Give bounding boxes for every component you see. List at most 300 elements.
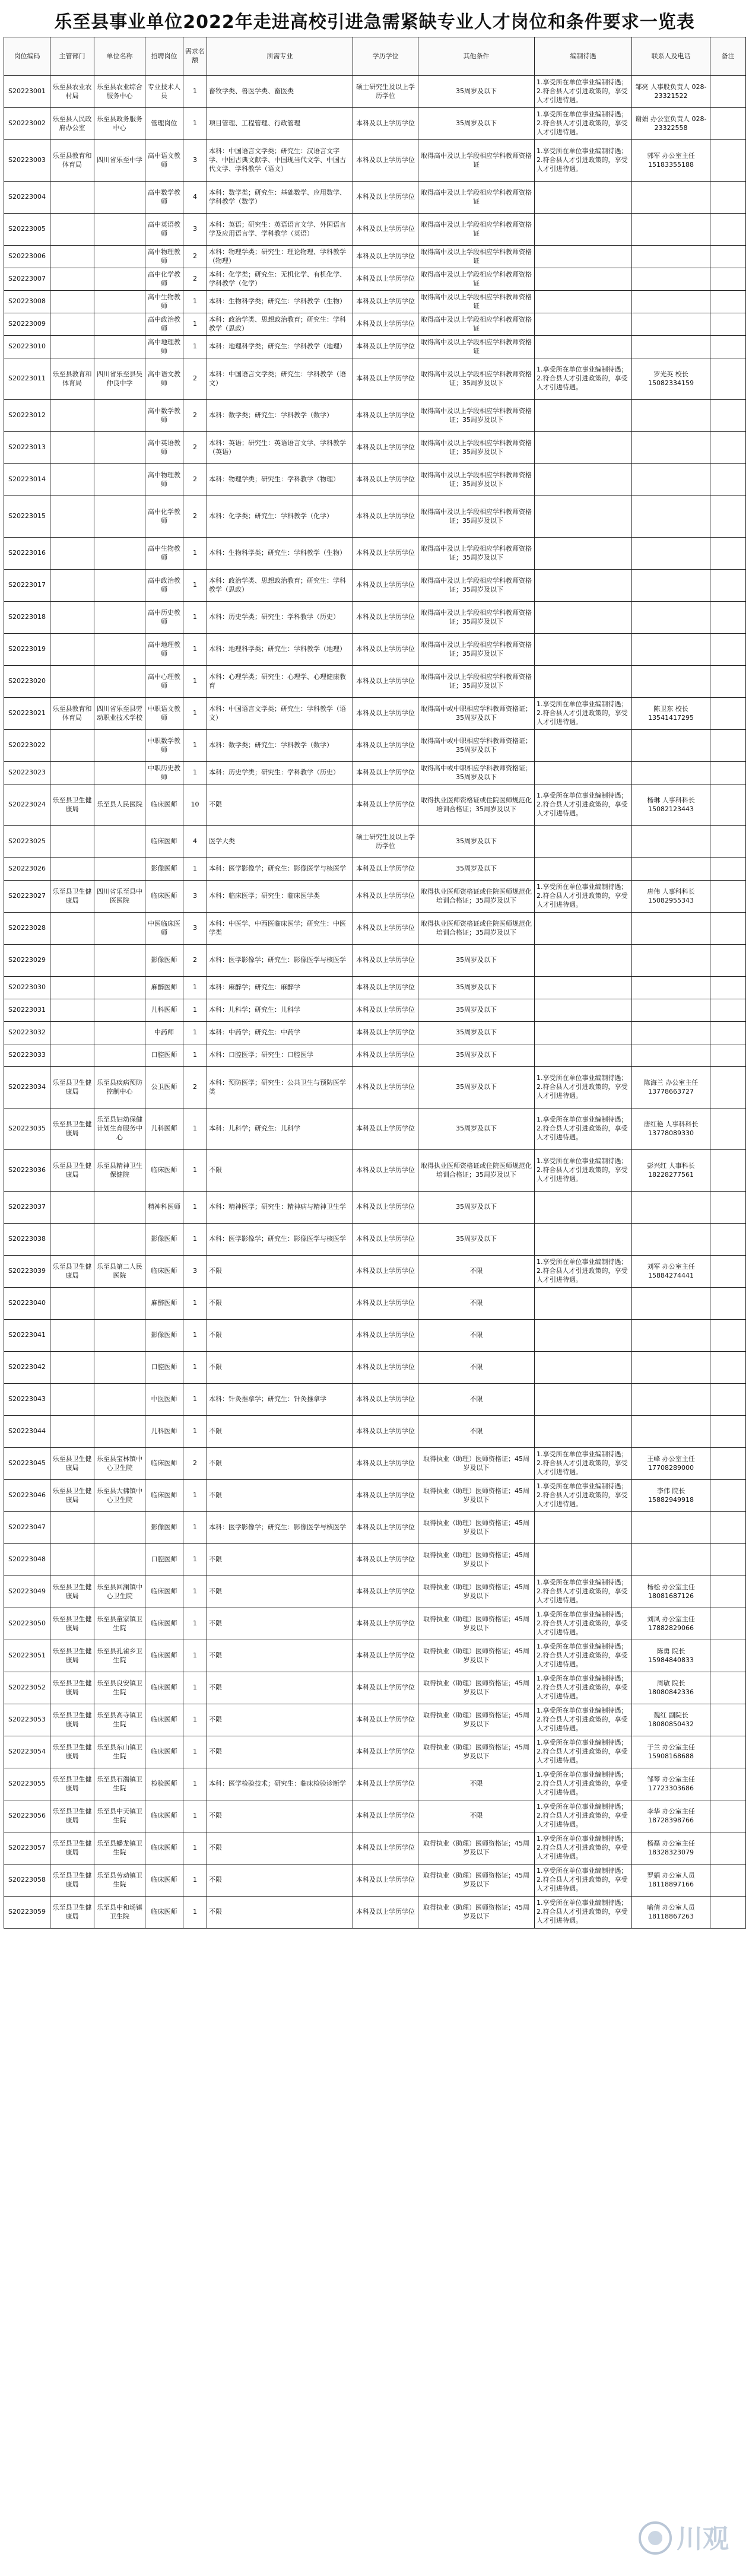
cell-unit-name: 四川省乐至县中医医院 — [94, 881, 145, 913]
cell-position: 高中英语教师 — [145, 214, 183, 246]
cell-major: 本科：医学影像学；研究生：影像医学与核医学 — [207, 1224, 353, 1256]
table-row — [4, 108, 746, 140]
cell-benefits: 1.享受所在单位事业编制待遇；2.符合县人才引进政策的，享受人才引进待遇。 — [535, 140, 632, 182]
cell-post-code: S20223054 — [4, 1736, 50, 1768]
cell-department — [50, 1192, 94, 1224]
cell-department — [50, 826, 94, 858]
cell-other-conditions: 取得执业医师资格证或住院医师规范化培训合格证；35周岁及以下 — [418, 1150, 535, 1192]
cell-post-code: S20223036 — [4, 1150, 50, 1192]
cell-department — [50, 666, 94, 698]
cell-benefits: 1.享受所在单位事业编制待遇；2.符合县人才引进政策的，享受人才引进待遇。 — [535, 1608, 632, 1640]
cell-benefits — [535, 570, 632, 602]
cell-position: 影像医师 — [145, 858, 183, 881]
cell-position: 临床医师 — [145, 1704, 183, 1736]
cell-unit-name — [94, 538, 145, 570]
cell-major: 不限 — [207, 1256, 353, 1288]
table-row — [4, 1150, 746, 1192]
cell-major: 本科：中国语言文学类；研究生：学科教学（语文） — [207, 358, 353, 400]
cell-position: 临床医师 — [145, 826, 183, 858]
cell-other-conditions: 不限 — [418, 1800, 535, 1832]
cell-quota: 2 — [183, 358, 207, 400]
cell-position: 口腔医师 — [145, 1544, 183, 1576]
cell-major: 不限 — [207, 1640, 353, 1672]
cell-department: 乐至县卫生健康局 — [50, 1672, 94, 1704]
cell-remarks — [710, 1512, 746, 1544]
cell-position: 精神科医师 — [145, 1192, 183, 1224]
cell-benefits: 1.享受所在单位事业编制待遇；2.符合县人才引进政策的，享受人才引进待遇。 — [535, 358, 632, 400]
cell-other-conditions: 取得执业（助理）医师资格证；45周岁及以下 — [418, 1832, 535, 1864]
cell-post-code: S20223053 — [4, 1704, 50, 1736]
cell-other-conditions: 取得执业（助理）医师资格证；45周岁及以下 — [418, 1576, 535, 1608]
column-header: 联系人及电话 — [632, 37, 710, 76]
cell-benefits — [535, 313, 632, 336]
cell-contact: 李伟 院长 15882949918 — [632, 1480, 710, 1512]
table-row — [4, 1576, 746, 1608]
cell-benefits — [535, 246, 632, 268]
cell-quota: 1 — [183, 999, 207, 1022]
cell-education: 本科及以上学历学位 — [353, 762, 418, 784]
cell-benefits — [535, 977, 632, 999]
cell-quota: 2 — [183, 268, 207, 291]
cell-major: 本科：医学影像学；研究生：影像医学与核医学 — [207, 1512, 353, 1544]
cell-position: 高中物理教师 — [145, 246, 183, 268]
cell-remarks — [710, 214, 746, 246]
cell-other-conditions: 35周岁及以下 — [418, 1108, 535, 1150]
cell-quota: 1 — [183, 1576, 207, 1608]
cell-benefits — [535, 762, 632, 784]
table-row — [4, 602, 746, 634]
cell-contact — [632, 913, 710, 945]
cell-post-code: S20223046 — [4, 1480, 50, 1512]
cell-unit-name — [94, 268, 145, 291]
cell-quota: 10 — [183, 784, 207, 826]
cell-department — [50, 1512, 94, 1544]
cell-other-conditions: 35周岁及以下 — [418, 1224, 535, 1256]
cell-other-conditions: 取得高中及以上学段相应学科教师资格证；35周岁及以下 — [418, 464, 535, 496]
cell-contact — [632, 1288, 710, 1320]
cell-benefits — [535, 858, 632, 881]
cell-major: 本科：医学检验技术；研究生：临床检验诊断学 — [207, 1768, 353, 1800]
cell-unit-name — [94, 858, 145, 881]
cell-major: 本科：儿科学；研究生：儿科学 — [207, 1108, 353, 1150]
cell-benefits: 1.享受所在单位事业编制待遇；2.符合县人才引进政策的，享受人才引进待遇。 — [535, 1480, 632, 1512]
cell-contact — [632, 977, 710, 999]
cell-remarks — [710, 826, 746, 858]
cell-unit-name — [94, 999, 145, 1022]
cell-major: 不限 — [207, 1608, 353, 1640]
cell-quota: 1 — [183, 977, 207, 999]
table-row — [4, 784, 746, 826]
cell-benefits — [535, 496, 632, 538]
cell-major: 不限 — [207, 1448, 353, 1480]
table-row — [4, 291, 746, 313]
cell-quota: 1 — [183, 336, 207, 358]
cell-post-code: S20223023 — [4, 762, 50, 784]
column-header: 需求名额 — [183, 37, 207, 76]
cell-position: 中医临床医师 — [145, 913, 183, 945]
cell-post-code: S20223001 — [4, 76, 50, 108]
cell-post-code: S20223003 — [4, 140, 50, 182]
cell-post-code: S20223007 — [4, 268, 50, 291]
column-header: 主管部门 — [50, 37, 94, 76]
cell-position: 麻醉医师 — [145, 977, 183, 999]
cell-unit-name — [94, 913, 145, 945]
watermark-text: 川观 — [677, 2524, 729, 2554]
cell-position: 高中生物教师 — [145, 538, 183, 570]
cell-major: 本科：精神医学；研究生：精神病与精神卫生学 — [207, 1192, 353, 1224]
cell-quota: 1 — [183, 1022, 207, 1044]
cell-department: 乐至县教育和体育局 — [50, 358, 94, 400]
cell-remarks — [710, 977, 746, 999]
cell-department — [50, 762, 94, 784]
cell-department — [50, 246, 94, 268]
cell-position: 临床医师 — [145, 1897, 183, 1929]
cell-post-code: S20223014 — [4, 464, 50, 496]
cell-department: 乐至县卫生健康局 — [50, 784, 94, 826]
cell-contact — [632, 336, 710, 358]
table-row — [4, 999, 746, 1022]
cell-benefits: 1.享受所在单位事业编制待遇；2.符合县人才引进政策的，享受人才引进待遇。 — [535, 1256, 632, 1288]
cell-position: 公卫医师 — [145, 1067, 183, 1108]
cell-remarks — [710, 762, 746, 784]
cell-contact — [632, 432, 710, 464]
cell-remarks — [710, 1022, 746, 1044]
cell-education: 本科及以上学历学位 — [353, 1192, 418, 1224]
cell-other-conditions: 取得高中及以上学段相应学科教师资格证 — [418, 313, 535, 336]
cell-other-conditions: 取得高中及以上学段相应学科教师资格证 — [418, 182, 535, 214]
cell-unit-name: 乐至县农业综合服务中心 — [94, 76, 145, 108]
cell-remarks — [710, 108, 746, 140]
cell-other-conditions: 35周岁及以下 — [418, 1044, 535, 1067]
cell-benefits: 1.享受所在单位事业编制待遇；2.符合县人才引进政策的，享受人才引进待遇。 — [535, 1736, 632, 1768]
cell-remarks — [710, 666, 746, 698]
cell-position: 儿科医师 — [145, 1416, 183, 1448]
cell-contact — [632, 182, 710, 214]
cell-benefits: 1.享受所在单位事业编制待遇；2.符合县人才引进政策的，享受人才引进待遇。 — [535, 1864, 632, 1897]
cell-other-conditions: 取得执业（助理）医师资格证；45周岁及以下 — [418, 1864, 535, 1897]
cell-education: 本科及以上学历学位 — [353, 1576, 418, 1608]
cell-position: 麻醉医师 — [145, 1288, 183, 1320]
cell-other-conditions: 35周岁及以下 — [418, 1192, 535, 1224]
cell-major: 本科：历史学类；研究生：学科教学（历史） — [207, 602, 353, 634]
cell-department: 乐至县卫生健康局 — [50, 1864, 94, 1897]
cell-unit-name: 乐至县劳动镇卫生院 — [94, 1864, 145, 1897]
table-row — [4, 246, 746, 268]
cell-post-code: S20223044 — [4, 1416, 50, 1448]
cell-education: 本科及以上学历学位 — [353, 140, 418, 182]
cell-other-conditions: 取得执业（助理）医师资格证；45周岁及以下 — [418, 1704, 535, 1736]
cell-contact — [632, 1384, 710, 1416]
cell-contact — [632, 1044, 710, 1067]
cell-remarks — [710, 291, 746, 313]
cell-remarks — [710, 1672, 746, 1704]
cell-contact: 邹亮 人事股负责人 028-23321522 — [632, 76, 710, 108]
table-row — [4, 858, 746, 881]
cell-remarks — [710, 913, 746, 945]
cell-other-conditions: 35周岁及以下 — [418, 1067, 535, 1108]
table-row — [4, 400, 746, 432]
cell-post-code: S20223030 — [4, 977, 50, 999]
recruitment-table — [4, 37, 746, 1929]
cell-unit-name — [94, 246, 145, 268]
cell-quota: 1 — [183, 1150, 207, 1192]
cell-unit-name — [94, 826, 145, 858]
cell-unit-name — [94, 214, 145, 246]
cell-unit-name: 乐至县童家镇卫生院 — [94, 1608, 145, 1640]
cell-department — [50, 496, 94, 538]
cell-other-conditions: 取得高中及以上学段相应学科教师资格证；35周岁及以下 — [418, 602, 535, 634]
cell-unit-name — [94, 1224, 145, 1256]
cell-major: 本科：中药学；研究生：中药学 — [207, 1022, 353, 1044]
cell-other-conditions: 取得执业（助理）医师资格证；45周岁及以下 — [418, 1544, 535, 1576]
cell-unit-name: 乐至县中和场镇卫生院 — [94, 1897, 145, 1929]
cell-position: 临床医师 — [145, 1800, 183, 1832]
table-row — [4, 945, 746, 977]
cell-contact — [632, 1022, 710, 1044]
cell-benefits — [535, 464, 632, 496]
cell-education: 本科及以上学历学位 — [353, 881, 418, 913]
cell-department — [50, 400, 94, 432]
cell-post-code: S20223017 — [4, 570, 50, 602]
cell-benefits: 1.享受所在单位事业编制待遇；2.符合县人才引进政策的，享受人才引进待遇。 — [535, 1576, 632, 1608]
cell-position: 临床医师 — [145, 784, 183, 826]
cell-major: 不限 — [207, 1416, 353, 1448]
cell-education: 本科及以上学历学位 — [353, 858, 418, 881]
table-row — [4, 1480, 746, 1512]
cell-department — [50, 977, 94, 999]
cell-department: 乐至县卫生健康局 — [50, 1736, 94, 1768]
cell-unit-name — [94, 464, 145, 496]
cell-benefits: 1.享受所在单位事业编制待遇；2.符合县人才引进政策的，享受人才引进待遇。 — [535, 76, 632, 108]
cell-unit-name: 乐至县大佛镇中心卫生院 — [94, 1480, 145, 1512]
cell-major: 本科：中医学、中西医临床医学；研究生：中医学类 — [207, 913, 353, 945]
cell-contact: 杨磊 办公室主任 18328323079 — [632, 1832, 710, 1864]
cell-contact — [632, 1544, 710, 1576]
table-row — [4, 1704, 746, 1736]
cell-contact — [632, 945, 710, 977]
cell-post-code: S20223027 — [4, 881, 50, 913]
cell-quota: 1 — [183, 1736, 207, 1768]
cell-education: 本科及以上学历学位 — [353, 1864, 418, 1897]
cell-contact: 唐伟 人事科科长 15082955343 — [632, 881, 710, 913]
cell-remarks — [710, 1480, 746, 1512]
cell-department — [50, 1044, 94, 1067]
cell-post-code: S20223041 — [4, 1320, 50, 1352]
cell-other-conditions: 取得高中及以上学段相应学科教师资格证；35周岁及以下 — [418, 570, 535, 602]
cell-contact — [632, 730, 710, 762]
cell-remarks — [710, 336, 746, 358]
cell-contact — [632, 496, 710, 538]
cell-department — [50, 214, 94, 246]
cell-other-conditions: 取得高中或中职相应学科教师资格证；35周岁及以下 — [418, 762, 535, 784]
table-row — [4, 1352, 746, 1384]
table-row — [4, 538, 746, 570]
cell-contact: 陈卫东 校长 13541417295 — [632, 698, 710, 730]
cell-other-conditions: 35周岁及以下 — [418, 108, 535, 140]
cell-education: 本科及以上学历学位 — [353, 1704, 418, 1736]
cell-post-code: S20223028 — [4, 913, 50, 945]
cell-position: 高中化学教师 — [145, 496, 183, 538]
cell-position: 中职语文教师 — [145, 698, 183, 730]
cell-major: 本科：生物科学类；研究生：学科教学（生物） — [207, 538, 353, 570]
cell-position: 临床医师 — [145, 1832, 183, 1864]
cell-other-conditions: 不限 — [418, 1416, 535, 1448]
cell-contact — [632, 1320, 710, 1352]
cell-education: 本科及以上学历学位 — [353, 313, 418, 336]
cell-unit-name: 乐至县中天镇卫生院 — [94, 1800, 145, 1832]
cell-quota: 2 — [183, 945, 207, 977]
cell-benefits — [535, 336, 632, 358]
cell-position: 影像医师 — [145, 1320, 183, 1352]
cell-other-conditions: 取得执业（助理）医师资格证；45周岁及以下 — [418, 1640, 535, 1672]
cell-contact — [632, 634, 710, 666]
cell-major: 不限 — [207, 1672, 353, 1704]
cell-remarks — [710, 246, 746, 268]
cell-department — [50, 464, 94, 496]
cell-major: 本科：地理科学类；研究生：学科教学（地理） — [207, 336, 353, 358]
cell-position: 影像医师 — [145, 945, 183, 977]
cell-quota: 1 — [183, 108, 207, 140]
cell-education: 本科及以上学历学位 — [353, 1384, 418, 1416]
table-row — [4, 634, 746, 666]
cell-other-conditions: 取得高中或中职相应学科教师资格证；35周岁及以下 — [418, 698, 535, 730]
cell-remarks — [710, 602, 746, 634]
cell-other-conditions: 取得执业医师资格证或住院医师规范化培训合格证；35周岁及以下 — [418, 784, 535, 826]
cell-education: 本科及以上学历学位 — [353, 666, 418, 698]
cell-position: 口腔医师 — [145, 1044, 183, 1067]
cell-education: 本科及以上学历学位 — [353, 268, 418, 291]
cell-position: 高中物理教师 — [145, 464, 183, 496]
cell-remarks — [710, 1150, 746, 1192]
cell-remarks — [710, 1800, 746, 1832]
cell-education: 本科及以上学历学位 — [353, 496, 418, 538]
cell-contact — [632, 826, 710, 858]
cell-remarks — [710, 140, 746, 182]
cell-remarks — [710, 1576, 746, 1608]
cell-contact: 谢娟 办公室负责人 028-23322558 — [632, 108, 710, 140]
cell-department — [50, 1352, 94, 1384]
cell-quota: 1 — [183, 1192, 207, 1224]
cell-quota: 1 — [183, 602, 207, 634]
cell-quota: 1 — [183, 762, 207, 784]
cell-post-code: S20223039 — [4, 1256, 50, 1288]
cell-education: 本科及以上学历学位 — [353, 634, 418, 666]
cell-unit-name: 乐至县良安镇卫生院 — [94, 1672, 145, 1704]
cell-post-code: S20223005 — [4, 214, 50, 246]
cell-major: 本科：政治学类、思想政治教育；研究生：学科教学（思政） — [207, 570, 353, 602]
cell-benefits — [535, 1044, 632, 1067]
cell-unit-name: 乐至县宝林镇中心卫生院 — [94, 1448, 145, 1480]
cell-position: 影像医师 — [145, 1224, 183, 1256]
cell-education: 本科及以上学历学位 — [353, 1640, 418, 1672]
cell-post-code: S20223045 — [4, 1448, 50, 1480]
cell-position: 专业技术人员 — [145, 76, 183, 108]
cell-major: 医学大类 — [207, 826, 353, 858]
cell-contact — [632, 999, 710, 1022]
cell-post-code: S20223020 — [4, 666, 50, 698]
cell-education: 硕士研究生及以上学历学位 — [353, 826, 418, 858]
cell-major: 本科：化学类；研究生：学科教学（化学） — [207, 496, 353, 538]
column-header: 单位名称 — [94, 37, 145, 76]
cell-unit-name — [94, 570, 145, 602]
table-row — [4, 1800, 746, 1832]
cell-department — [50, 268, 94, 291]
cell-position: 儿科医师 — [145, 999, 183, 1022]
cell-remarks — [710, 1832, 746, 1864]
cell-quota: 3 — [183, 913, 207, 945]
cell-contact — [632, 400, 710, 432]
cell-remarks — [710, 400, 746, 432]
cell-major: 本科：心理学类；研究生：心理学、心理健康教育 — [207, 666, 353, 698]
cell-major: 不限 — [207, 1150, 353, 1192]
cell-unit-name — [94, 291, 145, 313]
cell-benefits: 1.享受所在单位事业编制待遇；2.符合县人才引进政策的，享受人才引进待遇。 — [535, 1768, 632, 1800]
table-row — [4, 432, 746, 464]
cell-post-code: S20223035 — [4, 1108, 50, 1150]
column-header: 所需专业 — [207, 37, 353, 76]
cell-education: 本科及以上学历学位 — [353, 784, 418, 826]
table-row — [4, 1897, 746, 1929]
cell-post-code: S20223042 — [4, 1352, 50, 1384]
cell-post-code: S20223059 — [4, 1897, 50, 1929]
cell-department: 乐至县卫生健康局 — [50, 1608, 94, 1640]
cell-remarks — [710, 1044, 746, 1067]
cell-other-conditions: 取得高中及以上学段相应学科教师资格证；35周岁及以下 — [418, 496, 535, 538]
table-row — [4, 1067, 746, 1108]
cell-contact: 李华 办公室主任 18728398766 — [632, 1800, 710, 1832]
cell-education: 本科及以上学历学位 — [353, 977, 418, 999]
cell-contact: 陈海兰 办公室主任 13778663727 — [632, 1067, 710, 1108]
cell-unit-name — [94, 313, 145, 336]
cell-major: 不限 — [207, 1704, 353, 1736]
cell-benefits — [535, 538, 632, 570]
table-row — [4, 570, 746, 602]
table-row — [4, 1044, 746, 1067]
cell-education: 本科及以上学历学位 — [353, 214, 418, 246]
cell-education: 本科及以上学历学位 — [353, 602, 418, 634]
cell-department — [50, 1288, 94, 1320]
cell-benefits: 1.享受所在单位事业编制待遇；2.符合县人才引进政策的，享受人才引进待遇。 — [535, 1448, 632, 1480]
cell-contact — [632, 1192, 710, 1224]
column-header: 招聘岗位 — [145, 37, 183, 76]
cell-department — [50, 336, 94, 358]
cell-position: 临床医师 — [145, 1736, 183, 1768]
cell-remarks — [710, 1224, 746, 1256]
cell-unit-name: 四川省乐至县吴仲良中学 — [94, 358, 145, 400]
cell-other-conditions: 取得高中及以上学段相应学科教师资格证 — [418, 140, 535, 182]
cell-remarks — [710, 570, 746, 602]
cell-major: 本科：口腔医学；研究生：口腔医学 — [207, 1044, 353, 1067]
cell-quota: 2 — [183, 464, 207, 496]
cell-position: 高中历史教师 — [145, 602, 183, 634]
cell-contact: 魏红 副院长 18080850432 — [632, 1704, 710, 1736]
cell-benefits — [535, 432, 632, 464]
cell-quota: 2 — [183, 400, 207, 432]
cell-unit-name — [94, 730, 145, 762]
cell-contact — [632, 464, 710, 496]
cell-department: 乐至县卫生健康局 — [50, 1832, 94, 1864]
cell-remarks — [710, 1864, 746, 1897]
cell-education: 本科及以上学历学位 — [353, 1736, 418, 1768]
cell-benefits: 1.享受所在单位事业编制待遇；2.符合县人才引进政策的，享受人才引进待遇。 — [535, 1897, 632, 1929]
cell-remarks — [710, 784, 746, 826]
cell-remarks — [710, 730, 746, 762]
cell-education: 本科及以上学历学位 — [353, 913, 418, 945]
cell-quota: 1 — [183, 666, 207, 698]
cell-department — [50, 570, 94, 602]
table-row — [4, 1384, 746, 1416]
cell-quota: 1 — [183, 1512, 207, 1544]
